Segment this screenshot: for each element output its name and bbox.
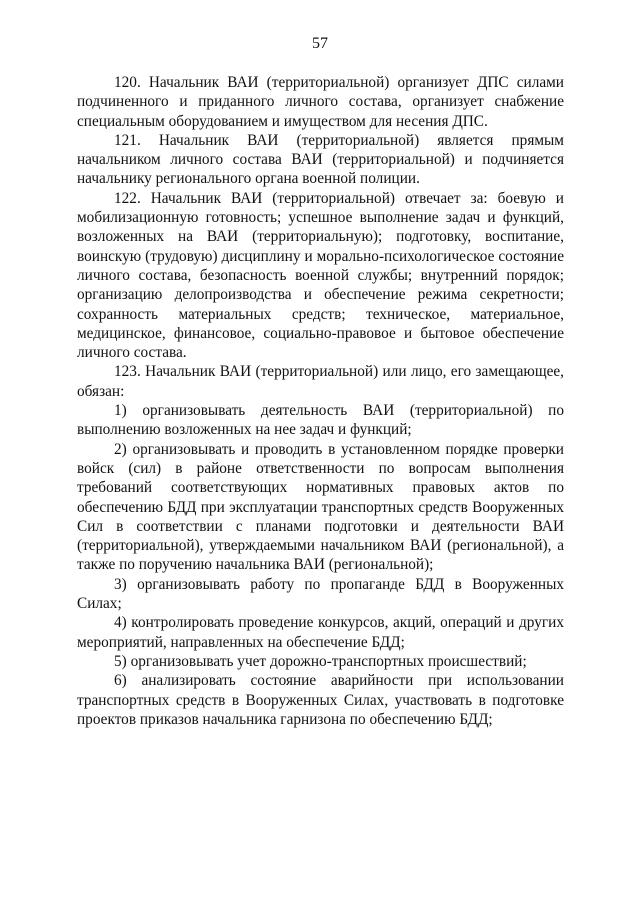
paragraph-120: 120. Начальник ВАИ (территориальной) организует ДПС силами подчиненного и приданного личного состава, организует снабжение специальным оборудованием и имуществом для несения ДПС.: [77, 74, 564, 130]
list-item-4: 4) контролировать проведение конкурсов, акций, операций и других мероприятий, направленных на обеспечение БДД;: [77, 614, 564, 651]
list-item-2: 2) организовывать и проводить в установленном порядке проверки войск (сил) в районе ответственности по вопросам выполнения требований соответствующих нормативных правовых актов по обеспечению БДД при эксплуатации транспортных средств Вооруженных Сил в соответствии с планами подготовки и деятельности ВАИ (территориальной), утверждаемыми начальником ВАИ (региональной), а также по поручению начальника ВАИ (региональной);: [77, 440, 564, 574]
list-item-1: 1) организовывать деятельность ВАИ (территориальной) по выполнению возложенных на нее задач и функций;: [77, 402, 564, 439]
list-item-3: 3) организовывать работу по пропаганде БДД в Вооруженных Силах;: [77, 575, 564, 613]
list-item-5: 5) организовывать учет дорожно-транспортных происшествий;: [114, 652, 527, 670]
document-body: [77, 73, 564, 729]
page-number: 57: [312, 35, 328, 52]
paragraph-123: 123. Начальник ВАИ (территориальной) или лицо, его замещающее, обязан:: [77, 363, 564, 400]
paragraph-122: 122. Начальник ВАИ (территориальной) отвечает за: боевую и мобилизационную готовность; успешное выполнение задач и функций, возложенных на ВАИ (территориальную); подготовку, воспитание, воинскую (трудовую) дисциплину и морально-психологическое состояние личного состава, безопасность военной службы; внутренний порядок; организацию делопроизводства и обеспечение режима секретности; сохранность материальных средств; техническое, материальное, медицинское, финансовое, социально-правовое и бытовое обеспечение личного состава.: [77, 189, 564, 362]
paragraph-121: 121. Начальник ВАИ (территориальной) является прямым начальником личного состава ВАИ (территориальной) и подчиняется начальнику регионального органа военной полиции.: [77, 131, 564, 188]
list-item-6: 6) анализировать состояние аварийности при использовании транспортных средств в Вооруженных Силах, участвовать в подготовке проектов приказов начальника гарнизона по обеспечению БДД;: [77, 672, 564, 728]
